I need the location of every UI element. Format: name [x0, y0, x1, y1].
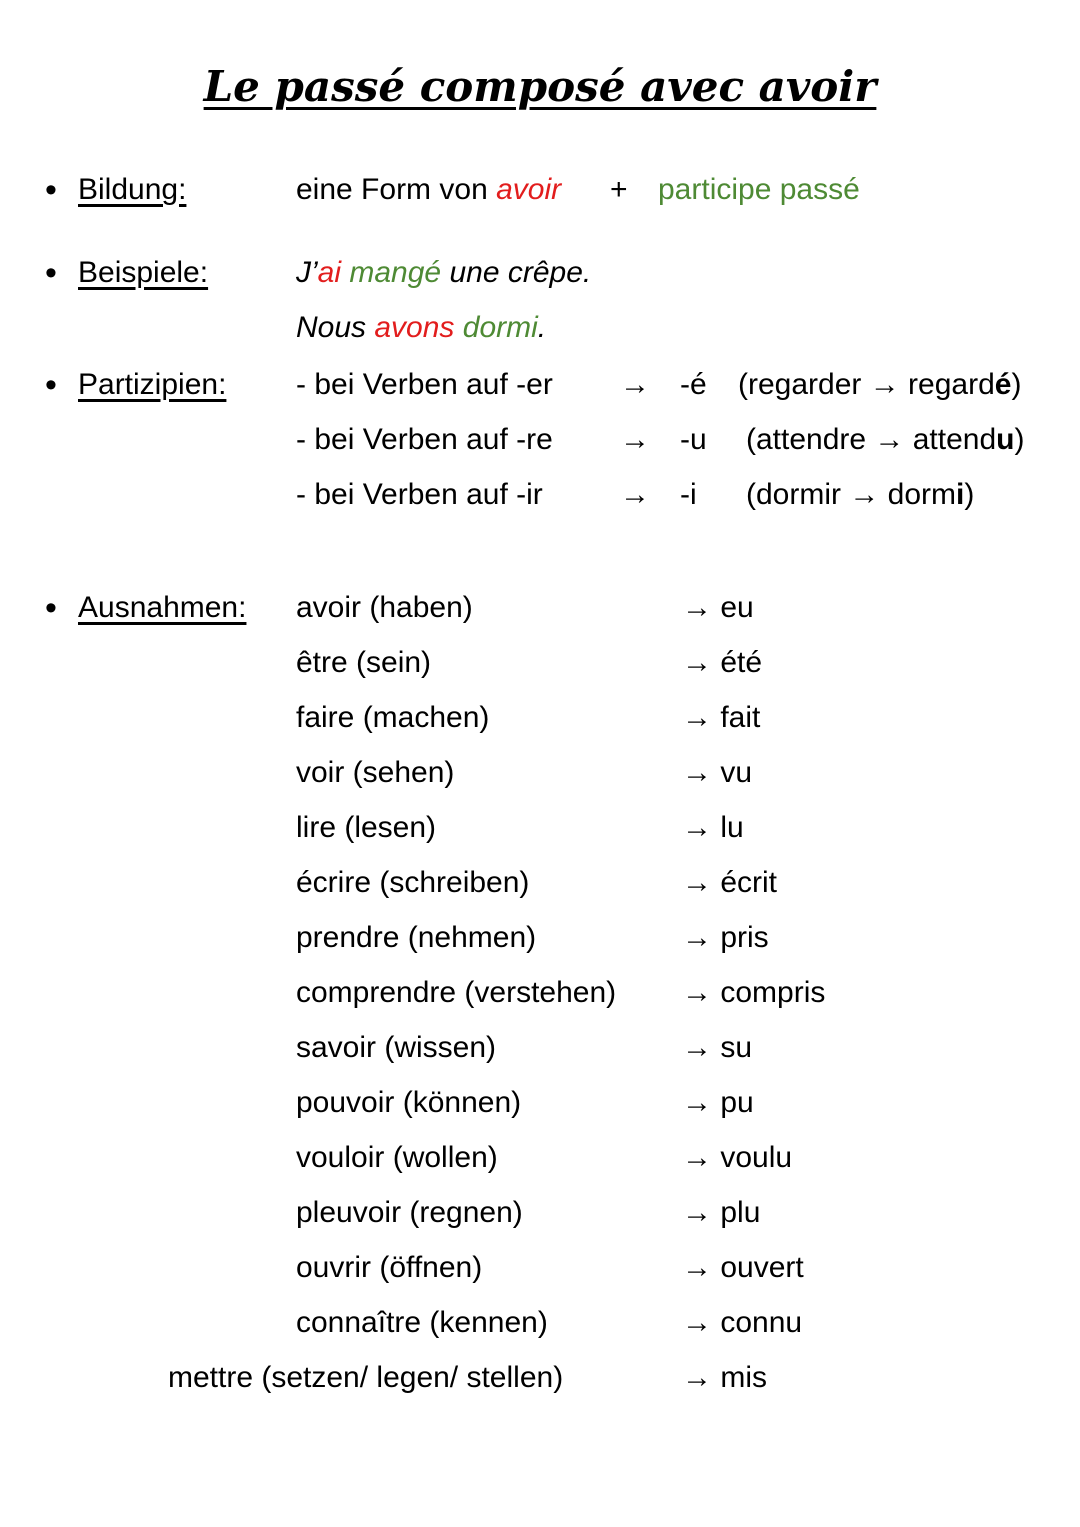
exception-verb: voir (sehen) [296, 756, 455, 789]
arrow-right-icon: → [682, 1306, 712, 1339]
arrow-right-icon: → [620, 368, 650, 401]
example-2-subject: Nous [296, 311, 375, 344]
exception-participle: → pu [682, 1086, 754, 1119]
arrow-right-icon: → [682, 1086, 712, 1119]
bildung-participle: participe passé [658, 173, 860, 206]
arrow-right-icon: → [682, 921, 712, 954]
exception-participle: → mis [682, 1361, 767, 1394]
partizip-example: (regarder → regardé) [738, 368, 1022, 401]
arrow-right-icon: → [682, 1196, 712, 1229]
arrow-right-icon: → [682, 646, 712, 679]
example-2-participle: dormi [462, 311, 538, 344]
exception-verb: connaître (kennen) [296, 1306, 548, 1339]
example-1-aux: ai [317, 256, 342, 289]
exception-participle: → ouvert [682, 1251, 804, 1284]
exception-participle: → eu [682, 591, 754, 624]
partizip-rule: - bei Verben auf -ir [296, 478, 543, 511]
exception-verb: faire (machen) [296, 701, 490, 734]
exception-verb: vouloir (wollen) [296, 1141, 498, 1174]
partizipien-label: Partizipien: [78, 368, 227, 401]
exception-participle: → vu [682, 756, 753, 789]
arrow-right-icon: → [682, 591, 712, 624]
bildung-avoir: avoir [496, 173, 562, 206]
example-1-rest: une crêpe. [441, 256, 592, 289]
arrow-right-icon: → [682, 866, 712, 899]
bullet-icon: • [45, 254, 57, 292]
exception-participle: → pris [682, 921, 769, 954]
arrow-right-icon: → [682, 756, 712, 789]
bildung-plus: + [610, 173, 628, 206]
bildung-text: eine Form von [296, 173, 497, 206]
example-1-participle: mangé [349, 256, 442, 289]
exception-verb: prendre (nehmen) [296, 921, 537, 954]
partizip-ending: -i [680, 478, 697, 511]
exception-participle: → été [682, 646, 763, 679]
exception-participle: → lu [682, 811, 744, 844]
beispiele-label: Beispiele: [78, 256, 209, 289]
example-2-rest: . [537, 311, 547, 344]
exception-participle: → connu [682, 1306, 803, 1339]
partizip-rule: - bei Verben auf -re [296, 423, 553, 456]
exception-verb: comprendre (verstehen) [296, 976, 617, 1009]
exception-verb: ouvrir (öffnen) [296, 1251, 483, 1284]
example-1-subject: J’ [296, 256, 318, 289]
partizip-ending: -u [680, 423, 707, 456]
bildung-formula [296, 175, 561, 205]
exception-verb: pouvoir (können) [296, 1086, 522, 1119]
exception-participle: → fait [682, 701, 761, 734]
ausnahmen-label: Ausnahmen: [78, 591, 247, 624]
partizip-rule: - bei Verben auf -er [296, 368, 553, 401]
arrow-right-icon: → [682, 1031, 712, 1064]
exception-verb: avoir (haben) [296, 591, 473, 624]
exception-verb: être (sein) [296, 646, 432, 679]
exception-verb: écrire (schreiben) [296, 866, 530, 899]
bullet-icon: • [45, 366, 57, 404]
arrow-right-icon: → [682, 1251, 712, 1284]
partizip-example: (dormir → dormi) [746, 478, 975, 511]
exception-participle: → écrit [682, 866, 778, 899]
partizip-example: (attendre → attendu) [746, 423, 1025, 456]
arrow-right-icon: → [620, 478, 650, 511]
exception-participle: → compris [682, 976, 826, 1009]
bullet-icon: • [45, 589, 57, 627]
exception-participle: → su [682, 1031, 753, 1064]
bildung-label: Bildung: [78, 173, 187, 206]
exception-participle: → plu [682, 1196, 761, 1229]
arrow-right-icon: → [620, 423, 650, 456]
exception-verb: savoir (wissen) [296, 1031, 497, 1064]
arrow-right-icon: → [682, 1361, 712, 1394]
exception-verb: mettre (setzen/ legen/ stellen) [168, 1361, 564, 1394]
arrow-right-icon: → [682, 811, 712, 844]
example-2-aux: avons [374, 311, 455, 344]
page-title: Le passé composé avec avoir [203, 62, 877, 111]
exception-verb: lire (lesen) [296, 811, 437, 844]
arrow-right-icon: → [682, 1141, 712, 1174]
arrow-right-icon: → [682, 701, 712, 734]
partizip-ending: -é [680, 368, 707, 401]
arrow-right-icon: → [682, 976, 712, 1009]
example-sentence-1 [296, 258, 591, 288]
exception-participle: → voulu [682, 1141, 793, 1174]
example-sentence-2 [296, 313, 546, 343]
exception-verb: pleuvoir (regnen) [296, 1196, 523, 1229]
bullet-icon: • [45, 171, 57, 209]
